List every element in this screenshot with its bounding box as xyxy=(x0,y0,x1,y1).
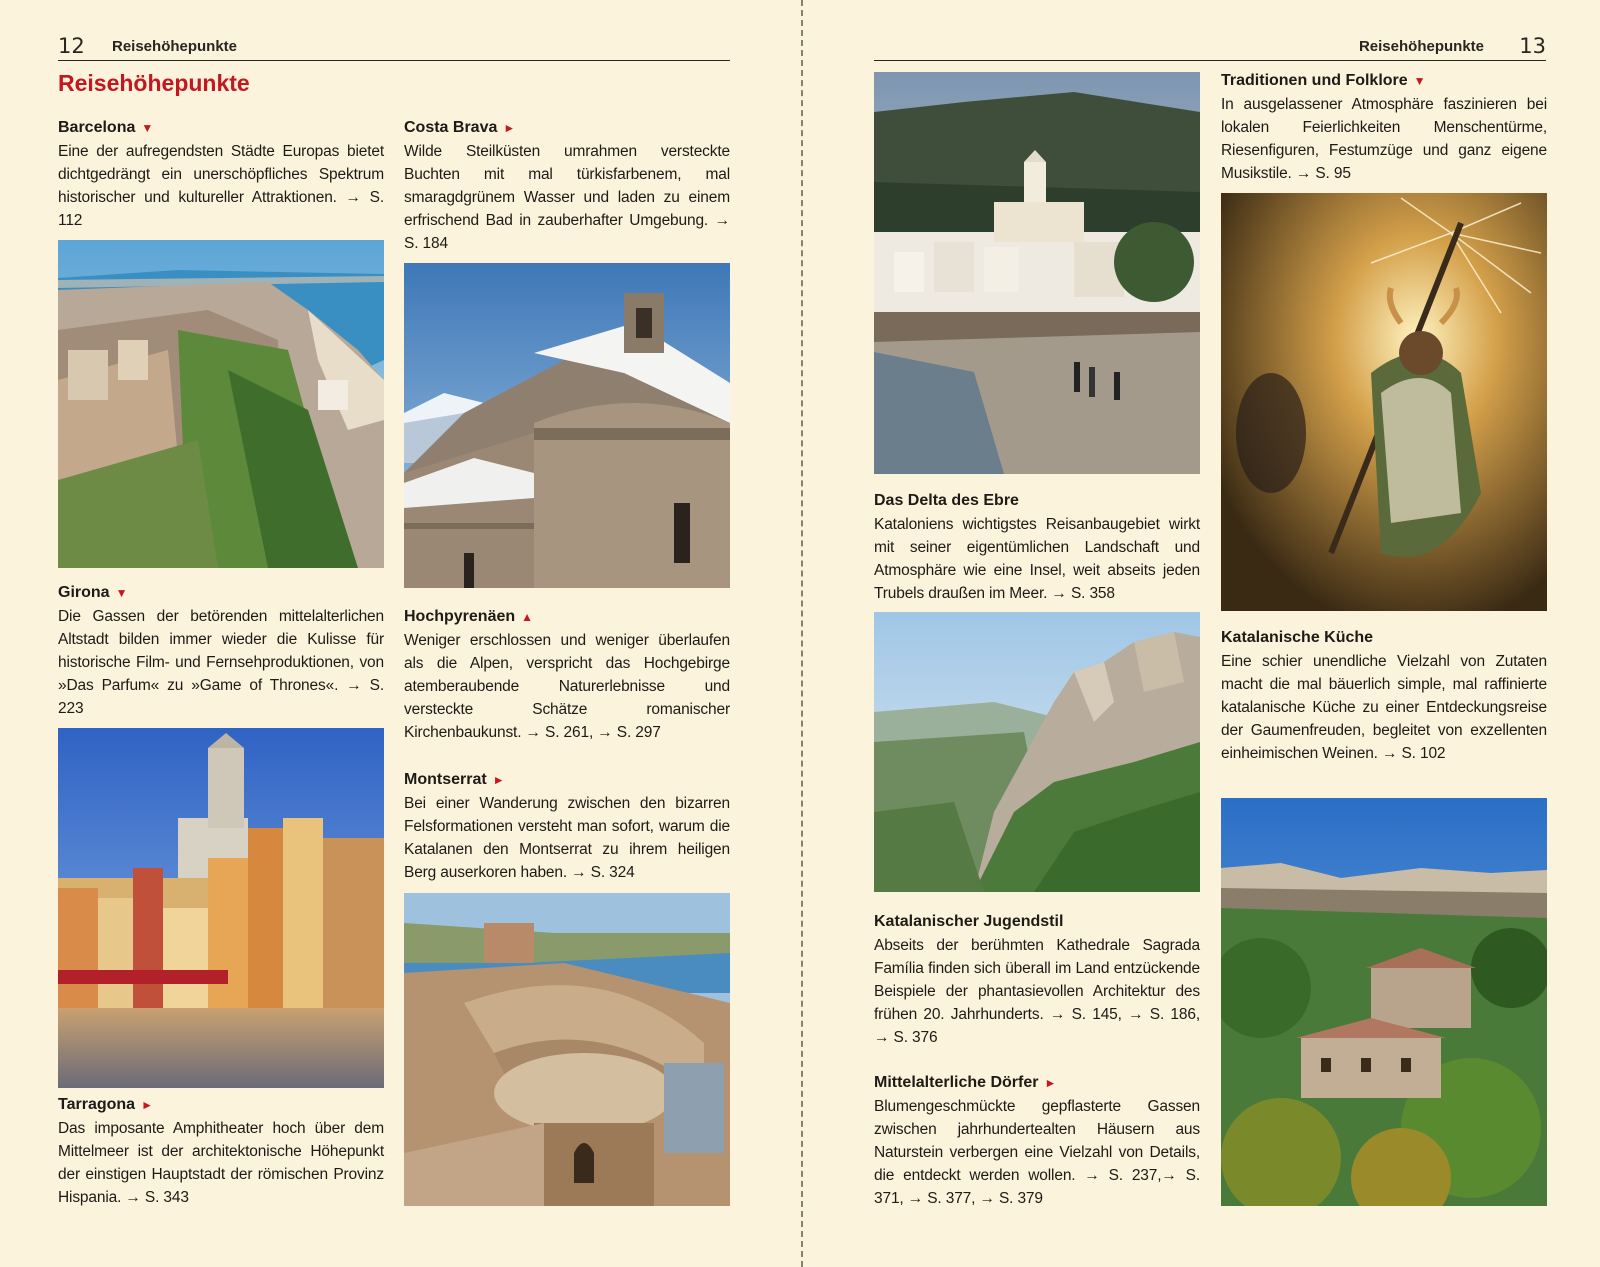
entry-traditionen xyxy=(1221,70,1547,185)
entry-text: Die Gassen der betörenden mittelalterlichen Altstadt bilden immer wieder die Kulisse für historische Film- und Fernsehproduktionen, von »Das Parfum« zu »Game of Thrones«. → S. 223 xyxy=(58,608,384,717)
entry-text: Blumengeschmückte gepflasterte Gassen zwischen jahrhundertealten Häusern aus Naturstein verbergen eine Vielzahl von Details, die entdeckt werden wollen. → S. 237,→ S. 371, → S. 377, → S. 379 xyxy=(874,1098,1200,1207)
entry-tarragona xyxy=(58,1094,384,1209)
entry-girona xyxy=(58,582,384,720)
page-number: 12 xyxy=(58,34,85,58)
entry-barcelona xyxy=(58,117,384,232)
entry-text: Abseits der berühmten Kathedrale Sagrada Família finden sich überall im Land entzückende Beispiele der phantasievollen Architektur des frühen 20. Jahrhunderts. → S. 145, → S. 186, → S. 376 xyxy=(874,937,1200,1046)
running-head: Reisehöhepunkte xyxy=(1358,38,1484,55)
entry-title: Mittelalterliche Dörfer ► xyxy=(874,1074,1057,1091)
entry-title: Das Delta des Ebre xyxy=(874,492,1019,509)
entry-hochpyrenaeen xyxy=(404,606,730,744)
entry-title: Hochpyrenäen ▲ xyxy=(404,608,534,625)
entry-text: Das imposante Amphitheater hoch über dem Mittelmeer ist der architektonische Höhepunkt der einstigen Hauptstadt der römischen Provinz Hispania. → S. 343 xyxy=(58,1120,384,1206)
entry-text: Bei einer Wanderung zwischen den bizarren Felsformationen versteht man sofort, warum die Katalanen den Montserrat zu ihrem heiligen Berg auserkoren haben. → S. 324 xyxy=(404,795,730,881)
left-page-header xyxy=(58,34,730,61)
entry-text: Kataloniens wichtigstes Reisanbaugebiet wirkt mit seiner eigentümlichen Landschaft und Atmosphäre wie eine Insel, weit abseits jeden Trubels draußen im Meer. → S. 358 xyxy=(874,516,1200,602)
entry-text: Wilde Steilküsten umrahmen versteckte Buchten mit mal türkisfarbenem, mal smaragdgrünem Wasser und laden zu einem erfrischend Bad in zauberhafter Umgebung. → S. 184 xyxy=(404,143,730,252)
marker-icon: ▼ xyxy=(1413,74,1426,88)
photo-montserrat-mountains xyxy=(874,612,1200,892)
marker-icon: ▼ xyxy=(115,586,128,600)
entry-title: Girona ▼ xyxy=(58,584,128,601)
entry-title: Katalanische Küche xyxy=(1221,629,1374,646)
right-page-header xyxy=(874,34,1546,61)
photo-tarragona-amphitheater xyxy=(404,893,730,1206)
marker-icon: ► xyxy=(141,1098,153,1112)
section-title: Reisehöhepunkte xyxy=(58,70,250,96)
page-number: 13 xyxy=(1519,34,1546,58)
entry-title: Traditionen und Folklore ▼ xyxy=(1221,72,1426,89)
entry-title: Barcelona ▼ xyxy=(58,119,154,136)
marker-icon: ► xyxy=(503,121,516,135)
entry-title: Tarragona ► xyxy=(58,1096,153,1113)
photo-correfoc xyxy=(1221,193,1547,611)
photo-girona xyxy=(58,728,384,1088)
marker-icon: ▲ xyxy=(521,610,534,624)
photo-stone-village xyxy=(1221,798,1547,1206)
entry-montserrat xyxy=(404,769,730,884)
photo-coastal-town xyxy=(874,72,1200,474)
entry-costa-brava xyxy=(404,117,730,255)
entry-kueche xyxy=(1221,627,1547,765)
entry-title: Montserrat ► xyxy=(404,771,505,788)
photo-romanesque-church xyxy=(404,263,730,588)
photo-barcelona xyxy=(58,240,384,568)
running-head: Reisehöhepunkte xyxy=(112,38,238,55)
entry-jugendstil xyxy=(874,911,1200,1049)
entry-text: Eine schier unendliche Vielzahl von Zutaten macht die mal bäuerlich simple, mal raffinierte katalanische Küche zu einer Entdeckungsreise der Gaumenfreuden, begleitet von exzellenten einheimischen Weinen. → S. 102 xyxy=(1221,653,1547,762)
entry-text: In ausgelassener Atmosphäre faszinieren bei lokalen Feierlichkeiten Menschentürme, Riesenfiguren, Festumzüge und ganz eigene Musikstile. → S. 95 xyxy=(1221,96,1547,182)
entry-delta xyxy=(874,490,1200,605)
entry-text: Weniger erschlossen und weniger überlaufen als die Alpen, verspricht das Hochgebirge atemberaubende Naturerlebnisse und versteckte Schätze romanischer Kirchenbaukunst. → S. 261, → S. 297 xyxy=(404,632,730,741)
entry-title: Costa Brava ► xyxy=(404,119,516,136)
marker-icon: ► xyxy=(492,773,505,787)
entry-title: Katalanischer Jugendstil xyxy=(874,913,1064,930)
marker-icon: ▼ xyxy=(141,121,154,135)
marker-icon: ► xyxy=(1044,1076,1057,1090)
entry-doerfer xyxy=(874,1072,1200,1210)
entry-text: Eine der aufregendsten Städte Europas bietet dichtgedrängt ein unerschöpfliches Spektrum historischer und kultureller Attraktionen. → S. 112 xyxy=(58,143,384,229)
